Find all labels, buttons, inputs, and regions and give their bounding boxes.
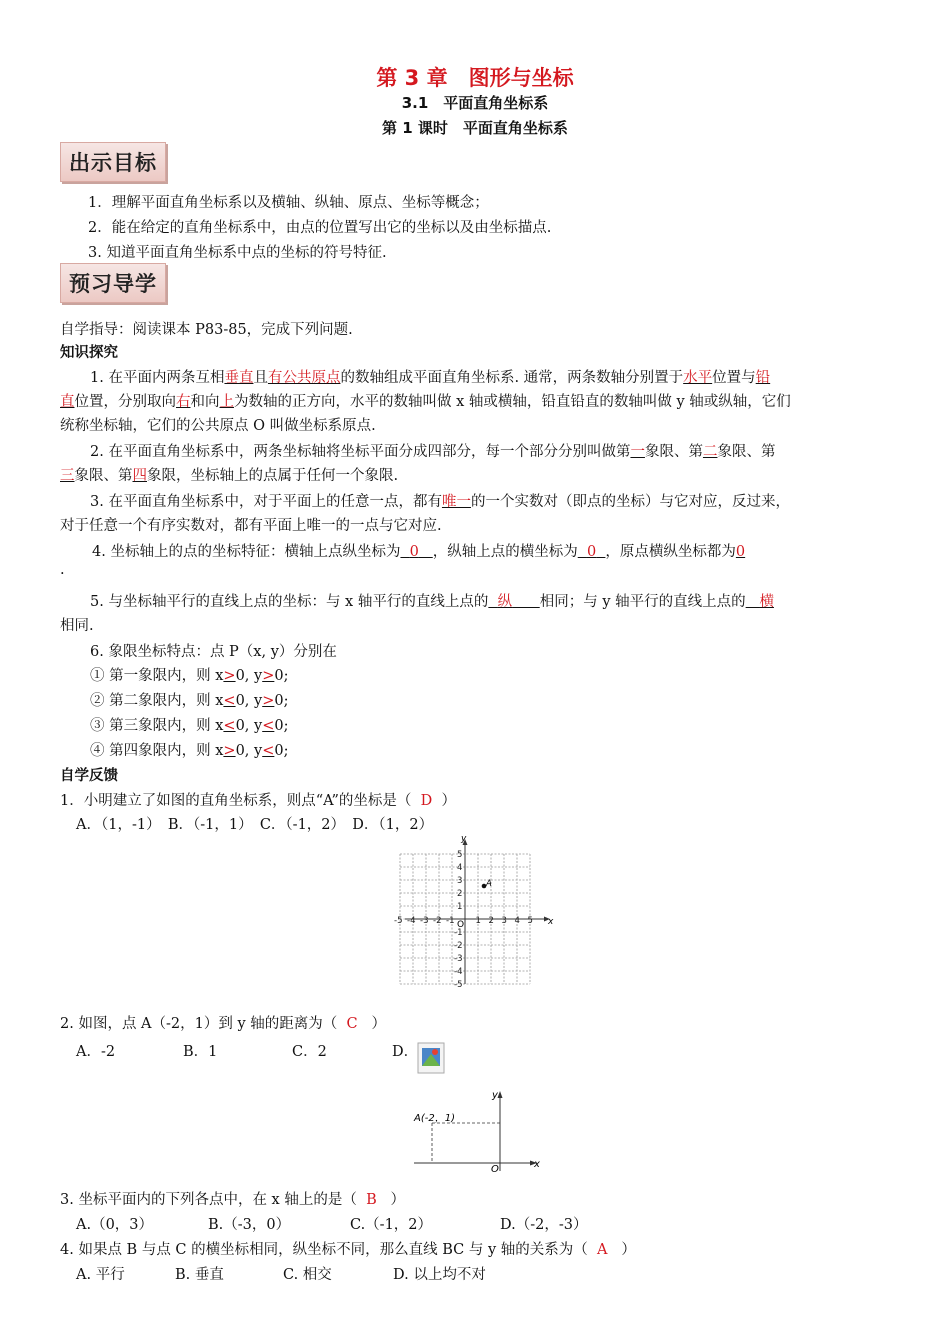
section-preview-banner: 预习导学 [60, 263, 166, 303]
q1-y-tick-label: -2 [454, 941, 463, 951]
k6-row-3: ③ 第三象限内，则 x<0, y<0; [90, 718, 289, 734]
q1-y-tick-label: 3 [457, 876, 463, 886]
k6-head: 6. 象限坐标特点：点 P（x, y）分别在 [90, 644, 337, 660]
k2-line2: 三象限、第四象限，坐标轴上的点属于任何一个象限. [60, 468, 399, 484]
q1-y-tick-label: -3 [454, 954, 463, 964]
section-title: 3.1 平面直角坐标系 [401, 94, 549, 112]
q1-origin-label: O [457, 920, 465, 930]
k1-line3: 统称坐标轴，它们的公共原点 O 叫做坐标系原点. [60, 418, 376, 434]
k5-line2: 相同. [60, 618, 94, 634]
goal-2: 2．能在给定的直角坐标系中，由点的位置写出它的坐标以及由坐标描点. [88, 220, 552, 236]
q1-y-tick-label: 1 [457, 902, 463, 912]
q4-option-c: C. 相交 [283, 1267, 332, 1283]
q1-x-tick-label: -2 [433, 916, 442, 926]
goal-1: 1．理解平面直角坐标系以及横轴、纵轴、原点、坐标等概念； [88, 195, 489, 211]
q4-option-d: D. 以上均不对 [393, 1267, 486, 1283]
q2-x-label: x [534, 1159, 540, 1170]
q2-point-label: A(-2，1) [414, 1113, 455, 1124]
q1-point-label: A [486, 879, 492, 889]
q3-option-d: D.（-2，-3） [500, 1217, 588, 1233]
q3-option-c: C.（-1，2） [350, 1217, 433, 1233]
q1-y-tick-label: 2 [457, 889, 463, 899]
q2-coordinate-graph [410, 1085, 545, 1175]
q2-stem: 2. 如图，点 A（-2，1）到 y 轴的距离为（ C ） [60, 1016, 386, 1032]
guide-text: 自学指导：阅读课本 P83-85，完成下列问题. [60, 322, 353, 338]
q1-y-tick-label: -4 [454, 967, 463, 977]
q1-x-tick-label: 1 [475, 916, 481, 926]
q1-y-tick-label: -5 [454, 980, 463, 990]
q4-option-b: B. 垂直 [175, 1267, 224, 1283]
k6-row-1: ① 第一象限内，则 x>0, y>0; [90, 668, 289, 684]
q4-stem: 4. 如果点 B 与点 C 的横坐标相同，纵坐标不同，那么直线 BC 与 y 轴的关系为（ A ） [60, 1242, 636, 1258]
q1-x-tick-label: 4 [514, 916, 520, 926]
k3-line2: 对于任意一个有序实数对，都有平面上唯一的一点与它对应. [60, 518, 442, 534]
k1-line1: 1. 在平面内两条互相垂直且有公共原点的数轴组成平面直角坐标系. 通常，两条数轴分别置于水平位置与铅 [90, 370, 771, 386]
k4-line1: 4. 坐标轴上的点的坐标特征：横轴上点纵坐标为 0 ，纵轴上点的横坐标为 0 ，原点横纵坐标都为0 [92, 544, 746, 560]
q1-x-tick-label: 2 [488, 916, 494, 926]
k4-line2: . [60, 562, 65, 578]
q3-option-a: A.（0，3） [76, 1217, 154, 1233]
chapter-title: 第 3 章 图形与坐标 [376, 66, 574, 90]
q1-y-tick-label: 4 [457, 863, 463, 873]
explore-heading: 知识探究 [60, 345, 118, 361]
q1-x-tick-label: -4 [407, 916, 416, 926]
q3-stem: 3. 坐标平面内的下列各点中，在 x 轴上的是（ B ） [60, 1192, 406, 1208]
broken-image-icon [417, 1042, 445, 1074]
q2-option-b: B．1 [183, 1044, 218, 1060]
q1-options: A．（1，-1） B．（-1，1） C．（-1，2） D．（1，2） [76, 817, 434, 833]
q1-y-tick-label: 5 [457, 850, 463, 860]
k6-row-2: ② 第二象限内，则 x<0, y>0; [90, 693, 289, 709]
q1-x-tick-label: 5 [527, 916, 533, 926]
k2-line1: 2. 在平面直角坐标系中，两条坐标轴将坐标平面分成四部分，每一个部分分别叫做第一象限、第二象限、第 [90, 444, 776, 460]
q4-option-a: A. 平行 [76, 1267, 125, 1283]
k1-line2: 直位置，分别取向右和向上为数轴的正方向，水平的数轴叫做 x 轴或横轴，铅直铅直的数轴叫做 y 轴或纵轴，它们 [60, 394, 791, 410]
q1-y-tick-label: -1 [454, 928, 463, 938]
q1-x-label: x [548, 917, 554, 927]
q1-y-label: y [461, 834, 467, 844]
q2-option-c: C．2 [292, 1044, 327, 1060]
q1-x-tick-label: 3 [501, 916, 507, 926]
q1-coordinate-grid [395, 834, 560, 989]
q2-origin-label: O [491, 1164, 499, 1175]
k6-row-4: ④ 第四象限内，则 x>0, y<0; [90, 743, 289, 759]
k5-line1: 5. 与坐标轴平行的直线上点的坐标：与 x 轴平行的直线上点的 纵 相同；与 y 轴平行的直线上点的 横 [90, 594, 774, 610]
feedback-heading: 自学反馈 [60, 768, 118, 784]
q2-y-label: y [492, 1090, 498, 1101]
q1-x-tick-label: -3 [420, 916, 429, 926]
q1-stem: 1．小明建立了如图的直角坐标系，则点“A”的坐标是（ D ） [60, 793, 456, 809]
q2-option-d: D． [392, 1044, 419, 1060]
k3-line1: 3. 在平面直角坐标系中，对于平面上的任意一点，都有唯一的一个实数对（即点的坐标）与它对应，反过来， [90, 494, 790, 510]
lesson-title: 第 1 课时 平面直角坐标系 [382, 119, 568, 137]
section-goals-banner: 出示目标 [60, 142, 166, 182]
q2-option-a: A．-2 [76, 1044, 116, 1060]
goal-3: 3. 知道平面直角坐标系中点的坐标的符号特征. [88, 245, 387, 261]
q3-option-b: B.（-3，0） [208, 1217, 291, 1233]
q1-x-tick-label: -5 [394, 916, 403, 926]
q1-x-tick-label: -1 [446, 916, 455, 926]
